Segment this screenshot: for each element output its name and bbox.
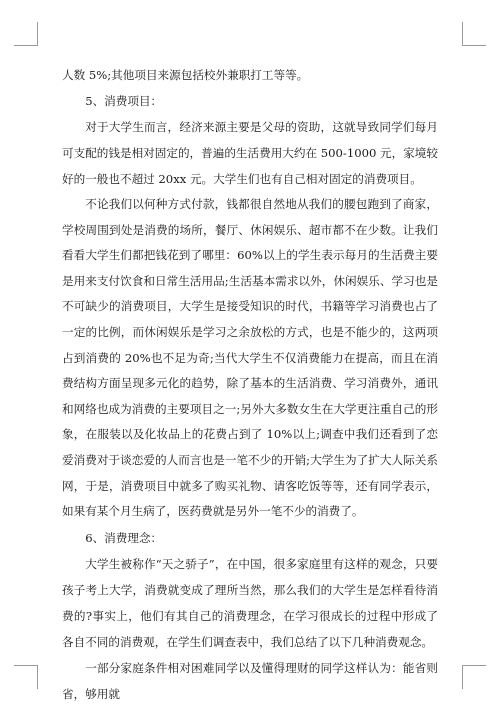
- crop-mark-bottom-left-vertical: [37, 665, 38, 689]
- section-heading-consumption-items: 5、消费项目：: [85, 94, 163, 108]
- crop-mark-top-left-horizontal: [14, 45, 38, 46]
- crop-mark-bottom-right-horizontal: [462, 665, 486, 666]
- paragraph-frugal-students: 一部分家庭条件相对困难同学以及懂得理财的同学这样认为：能省则省，够用就: [62, 660, 438, 701]
- crop-mark-top-left-vertical: [37, 22, 38, 45]
- paragraph-income-fixed: 对于大学生而言，经济来源主要是父母的资助，这就导致同学们每月可支配的钱是相对固定的，普遍的生活费用大约在 500-1000 元，家境较好的一般也不超过 20xx 元。大学生们也有自己相对固定的消费项目。: [62, 120, 438, 186]
- section-heading-consumption-concepts: 6、消费理念：: [85, 530, 163, 545]
- crop-mark-bottom-right-vertical: [462, 665, 463, 689]
- crop-mark-bottom-left-horizontal: [14, 665, 38, 666]
- paragraph-consumption-view: 大学生被称作“天之骄子”，在中国，很多家庭里有这样的观念，只要孩子考上大学，消费就变成了理所当然，那么我们的大学生是怎样看待消费的?事实上，他们有其自己的消费理念，在学习很成长的过程中形成了各自不同的消费观，在学生们调查表中，我们总结了以下几种消费观念。: [62, 556, 438, 649]
- document-body: [62, 62, 438, 707]
- paragraph-spending-breakdown: 不论我们以何种方式付款，钱都很自然地从我们的腰包跑到了商家，学校周围到处是消费的场所，餐厅、休闲娱乐、超市都不在少数。让我们看看大学生们都把钱花到了哪里：60%以上的学生表示每月的生活费主要是用来支付饮食和日常生活用品;生活基本需求以外，休闲娱乐、学习也是不可缺少的消费项目，大学生是接受知识的时代，书籍等学习消费也占了一定的比例，而休闲娱乐是学习之余放松的方式，也是不能少的，这两项占到消费的 20%也不足为奇;当代大学生不仅消费能力在提高，而且在消费结构方面呈现多元化的趋势，除了基本的生活消费、学习消费外，通讯和网络也成为消费的主要项目之一;另外大多数女生在大学更注重自己的形象，在服装以及化妆品上的花费占到了 10%以上;调查中我们还看到了恋爱消费对于谈恋爱的人而言也是一笔不少的开销;大学生为了扩大人际关系网，于是，消费项目中就多了购买礼物、请客吃饭等等，还有同学表示，如果有某个月生病了，医药费就是另外一笔不少的消费了。: [62, 197, 438, 519]
- crop-mark-top-right-horizontal: [462, 45, 486, 46]
- crop-mark-top-right-vertical: [462, 22, 463, 45]
- paragraph-continuation: 人数 5%;其他项目来源包括校外兼职打工等等。: [62, 68, 309, 82]
